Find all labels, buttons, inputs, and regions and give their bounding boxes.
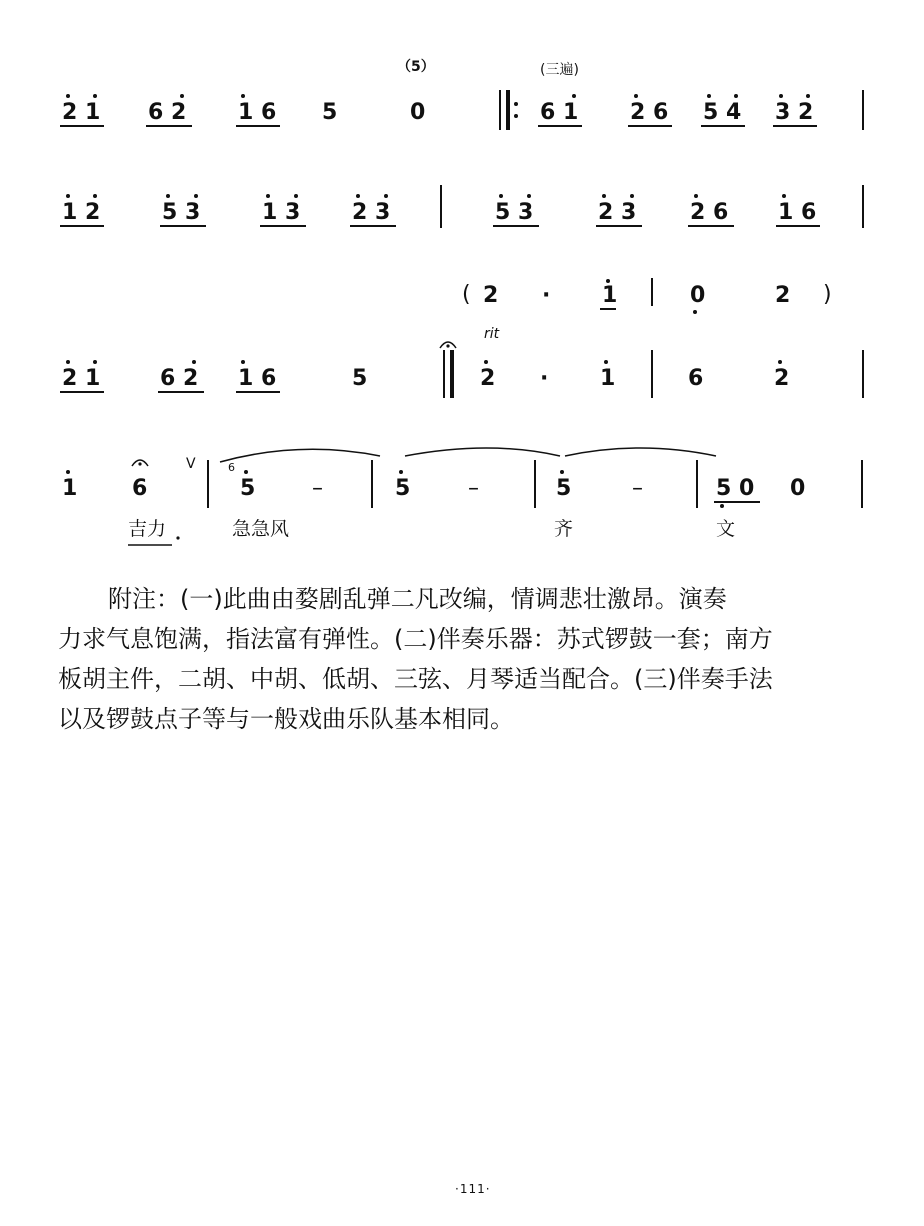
slur (405, 448, 560, 456)
note-group: 5 0 (716, 476, 755, 501)
note-group: 0 (690, 283, 706, 308)
dash: – (312, 476, 323, 501)
octave-dot (399, 470, 403, 474)
tempo-mark: rit (484, 326, 500, 342)
slur (565, 448, 716, 456)
octave-dot (384, 194, 388, 198)
dash: – (632, 476, 643, 501)
note-group: 1 3 (262, 200, 301, 225)
dash: – (468, 476, 479, 501)
note-group: 6 (688, 366, 704, 391)
note-group: 1 (602, 283, 618, 308)
note-group: 2 (483, 283, 499, 308)
octave-dot (166, 194, 170, 198)
octave-dot (93, 360, 97, 364)
note-group: 5 (240, 476, 256, 501)
note-line: 板胡主件，二胡、中胡、低胡、三弦、月琴适当配合。(三)伴奏手法 (58, 665, 773, 693)
octave-dot (499, 194, 503, 198)
note-group: 1 6 (238, 100, 277, 125)
note-group: 5 (322, 100, 338, 125)
octave-dot (734, 94, 738, 98)
label-dot (176, 536, 179, 539)
note-group: 2 (480, 366, 496, 391)
percussion-label: 急急风 (232, 518, 290, 540)
note-group: 2 1 (62, 100, 101, 125)
octave-dot (707, 94, 711, 98)
octave-dot (693, 310, 697, 314)
octave-dot (572, 94, 576, 98)
octave-dot (180, 94, 184, 98)
note-line: 力求气息饱满，指法富有弹性。(二)伴奏乐器：苏式锣鼓一套；南方 (58, 625, 773, 653)
note-group: 2 3 (352, 200, 391, 225)
repeat-dot (514, 102, 518, 106)
octave-dot (93, 94, 97, 98)
note-group: 5 (556, 476, 572, 501)
note-group: 6 2 (160, 366, 199, 391)
note-group: 1 6 (778, 200, 817, 225)
octave-dot (606, 279, 610, 283)
octave-dot (294, 194, 298, 198)
fermata-dot (138, 462, 141, 465)
note-group: · (542, 283, 551, 308)
octave-dot (66, 470, 70, 474)
percussion-label: 吉力 (128, 518, 167, 540)
repeat-label: (三遍) (540, 62, 579, 78)
note-group: 6 2 (148, 100, 187, 125)
note-group: 3 2 (775, 100, 814, 125)
octave-dot (244, 470, 248, 474)
octave-dot (630, 194, 634, 198)
percussion-label: 齐 (554, 518, 574, 540)
octave-dot (93, 194, 97, 198)
note-group: 2 3 (598, 200, 637, 225)
octave-dot (66, 360, 70, 364)
close-paren: ) (823, 282, 832, 307)
note-group: 5 3 (495, 200, 534, 225)
octave-dot (602, 194, 606, 198)
note-group: 5 (395, 476, 411, 501)
note-group: · (540, 366, 549, 391)
octave-dot (194, 194, 198, 198)
note-group: 5 4 (703, 100, 742, 125)
octave-dot (527, 194, 531, 198)
octave-dot (604, 360, 608, 364)
grace-note: 6 (228, 461, 235, 474)
octave-dot (66, 94, 70, 98)
note-group: 5 (352, 366, 368, 391)
note-group: 1 6 (238, 366, 277, 391)
breath-mark: V (186, 456, 196, 472)
note-line: 以及锣鼓点子等与一般戏曲乐队基本相同。 (58, 705, 514, 733)
note-group: 0 (410, 100, 426, 125)
repeat-dot (514, 114, 518, 118)
note-group: 2 (774, 366, 790, 391)
octave-dot (778, 360, 782, 364)
note-group: 2 (775, 283, 791, 308)
note-group: 2 1 (62, 366, 101, 391)
rehearsal-mark: （5） (397, 59, 435, 75)
octave-dot (779, 94, 783, 98)
octave-dot (560, 470, 564, 474)
note-line: 附注：(一)此曲由婺剧乱弹二凡改编，情调悲壮激昂。演奏 (108, 585, 727, 613)
note-group: 2 6 (690, 200, 729, 225)
percussion-label: 文 (716, 518, 736, 540)
octave-dot (241, 360, 245, 364)
note-group: 1 (600, 366, 616, 391)
octave-dot (806, 94, 810, 98)
octave-dot (694, 194, 698, 198)
page-number: ·111· (455, 1182, 491, 1196)
octave-dot (356, 194, 360, 198)
fermata-dot (446, 344, 449, 347)
octave-dot (66, 194, 70, 198)
octave-dot (192, 360, 196, 364)
note-group: 1 (62, 476, 78, 501)
open-paren: ( (462, 282, 471, 307)
note-group: 0 (790, 476, 806, 501)
note-group: 1 2 (62, 200, 101, 225)
octave-dot (266, 194, 270, 198)
note-group: 2 6 (630, 100, 669, 125)
note-group: 6 (132, 476, 148, 501)
note-group: 5 3 (162, 200, 201, 225)
octave-dot (484, 360, 488, 364)
octave-dot (634, 94, 638, 98)
slur (220, 449, 380, 462)
octave-dot (782, 194, 786, 198)
note-group: 6 1 (540, 100, 579, 125)
octave-dot (241, 94, 245, 98)
octave-dot (720, 504, 724, 508)
